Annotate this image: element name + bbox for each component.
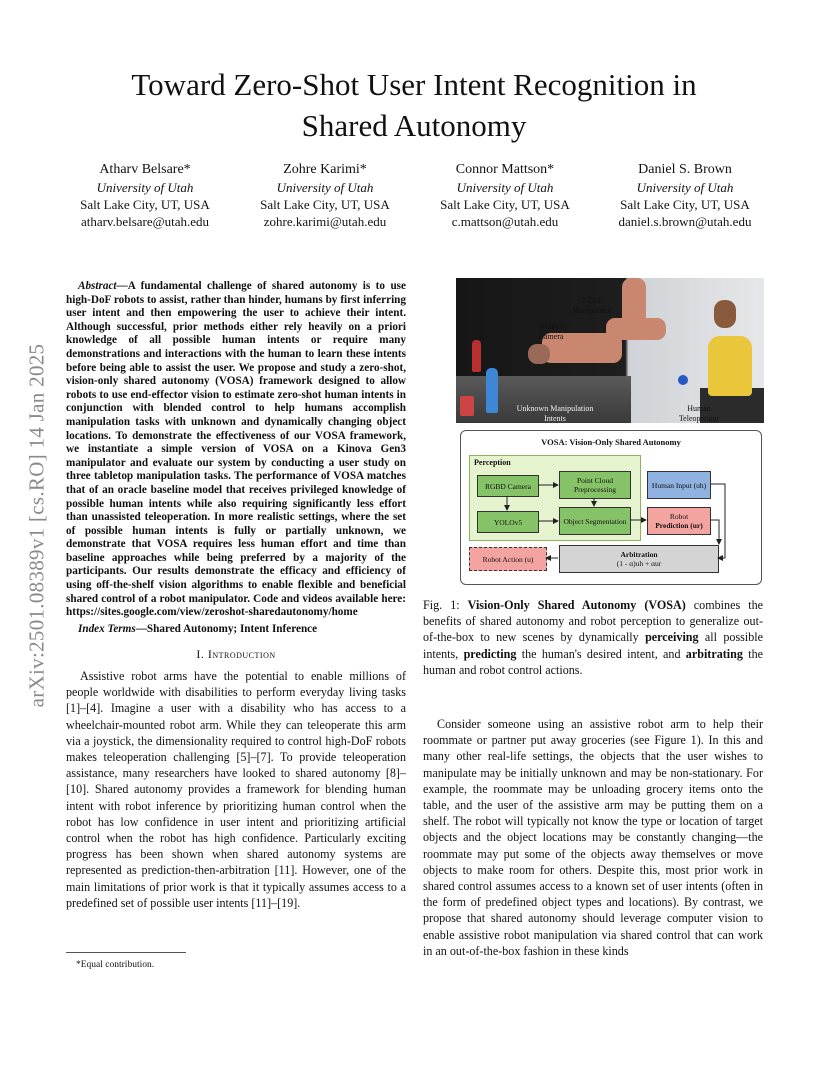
author-affiliation: University of Utah — [276, 180, 374, 195]
author-4 — [610, 160, 760, 230]
author-3 — [430, 160, 580, 230]
robot-gripper — [528, 344, 550, 364]
author-affiliation: University of Utah — [636, 180, 734, 195]
author-location: Salt Lake City, UT, USA — [620, 197, 750, 212]
diagram-title: VOSA: Vision-Only Shared Autonomy — [541, 437, 681, 447]
paper-title — [60, 64, 768, 146]
caption-text: all possible intents, — [423, 630, 763, 661]
figure-1 — [456, 278, 764, 588]
intro-paragraph-left: Assistive robot arms have the potential to enable millions of people worldwide with disabilities to perform everyday living tasks [1]–[4]. Imagine a user with a disability who has access to a wheelchair-mounted robot arm. While they can teleoperate this arm via a joystick, the dimensionality required to control high-DoF robots makes teleoperation challenging [5]–[7]. To provide teleoperation assistance, many researchers have looked to shared autonomy [8]–[10]. Shared autonomy provides a framework for blending human intent with robot inference by prioritizing human control when the robot has low confidence in user intent and prioritizing artificial control when the robot has high confidence. Particularly exciting progress has been shown when shared autonomy systems are represented as prediction-then-arbitration [11]. However, one of the main limitations of prior work is that it typically assumes access to a predefined set of possible user intents [11]–[19]. — [66, 669, 406, 910]
label-intents: Unknown Manipulation Intents — [516, 404, 594, 423]
author-name: Daniel S. Brown — [638, 162, 732, 177]
author-block — [70, 160, 760, 230]
water-bottle — [486, 368, 498, 413]
author-location: Salt Lake City, UT, USA — [260, 197, 390, 212]
label-manipulator: 7-DoF Manipulator — [572, 296, 612, 315]
index-terms-label: Index Terms — [78, 622, 136, 635]
author-name: Zohre Karimi* — [283, 162, 367, 177]
caption-text: combines the benefits of shared autonomy and robot perception to generalize out-of-the-box to new scenes by dynamically — [423, 598, 763, 645]
author-affiliation: University of Utah — [456, 180, 554, 195]
intro-paragraph-right: Consider someone using an assistive robot arm to help their roommate or partner put away groceries (see Figure 1). In this and many other real-life settings, the objects that the user wishes to manipulate may be initially unknown and may be non-stationary. For example, the roommate may be unloading grocery items onto the table, and the user of the assistive arm may be putting them on a shelf. The robot will typically not know the type or location of target objects and the object locations may be constantly changing—the roommate may put some of the objects away themselves or move objects to make room for others. Despite this, most prior work in shared control assumes access to a known set of user intents (often in the form of predefined object types and locations). By contrast, we propose that shared autonomy should leverage computer vision to enable assistive robot manipulation via shared control that can work in an out-of-the-box fashion in these kinds — [423, 717, 763, 958]
joystick — [678, 375, 688, 385]
author-email[interactable]: daniel.s.brown@utah.edu — [618, 214, 752, 229]
node-label: Human Input (uh) — [651, 480, 707, 490]
title-line-2: Shared Autonomy — [301, 108, 527, 143]
author-email[interactable]: zohre.karimi@utah.edu — [263, 214, 387, 229]
diagram-arrows — [461, 431, 761, 584]
abstract-label: Abstract — [78, 280, 117, 292]
caption-bold: predicting — [463, 646, 517, 661]
author-email[interactable]: atharv.belsare@utah.edu — [80, 214, 210, 229]
node-label: Robot Action (u) — [482, 554, 534, 564]
caption-bold: arbitrating — [685, 646, 743, 661]
node-label: RGBD Camera — [484, 481, 532, 491]
teleoperator-body — [708, 336, 752, 396]
caption-bold: Vision-Only Shared Autonomy (VOSA) — [467, 598, 686, 612]
right-column — [423, 716, 763, 959]
caption-text: the human and robot control actions. — [423, 646, 763, 677]
footnote: *Equal contribution. — [76, 960, 155, 970]
figure-caption — [423, 597, 763, 678]
arxiv-stamp — [22, 290, 52, 760]
index-terms-text: —Shared Autonomy; Intent Inference — [135, 622, 318, 635]
author-email[interactable]: c.mattson@utah.edu — [451, 214, 559, 229]
author-name: Connor Mattson* — [455, 162, 555, 177]
node-label-bold: Arbitration — [620, 550, 658, 559]
ketchup-bottle — [472, 340, 481, 372]
author-location: Salt Lake City, UT, USA — [80, 197, 210, 212]
label-teleoperator: Human Teleoperator — [678, 404, 720, 423]
caption-text: the human's desired intent, and — [516, 646, 686, 661]
abstract — [66, 280, 406, 620]
caption-prefix: Fig. 1: — [423, 598, 468, 612]
label-camera: RGBD Camera — [538, 322, 564, 341]
caption-bold: perceiving — [645, 630, 699, 645]
node-label: Point Cloud Preprocessing — [573, 476, 617, 494]
node-label: (1 - α)uh + αur — [616, 559, 662, 568]
node-label: YOLOv5 — [493, 517, 523, 527]
node-label: Robot — [669, 512, 689, 521]
section-heading: I. Introduction — [196, 647, 276, 662]
node-label: Object Segmentation — [563, 516, 627, 526]
author-1 — [70, 160, 220, 230]
author-name: Atharv Belsare* — [99, 162, 191, 177]
soup-can — [460, 396, 474, 416]
teleoperator-head — [714, 300, 736, 328]
robot-scene-photo — [456, 278, 764, 423]
perception-label: Perception — [474, 458, 511, 467]
left-column — [66, 280, 406, 911]
vosa-diagram — [460, 430, 762, 585]
arxiv-id: arXiv:2501.08389v1 [cs.RO] 14 Jan 2025 — [24, 343, 49, 707]
index-terms — [66, 623, 406, 637]
title-line-1: Toward Zero-Shot User Intent Recognition in — [131, 67, 697, 102]
author-location: Salt Lake City, UT, USA — [440, 197, 570, 212]
footnote-divider — [66, 952, 186, 953]
node-label-bold: Prediction (ur) — [655, 521, 703, 530]
author-2 — [250, 160, 400, 230]
author-affiliation: University of Utah — [96, 180, 194, 195]
abstract-text: —A fundamental challenge of shared autonomy is to use high-DoF robots to assist, rather than hinder, humans by first inferring user intent and then empowering the user to achieve their intent. Although successful, prior methods either rely heavily on a priori knowledge of all possible human intents or require many demonstrations and interactions with the human to learn these intents before being able to assist the user. We propose and study a zero-shot, vision-only shared autonomy (VOSA) framework designed to allow robots to use end-effector vision to estimate zero-shot human intents in conjunction with blended control to help humans accomplish manipulation tasks with unknown and dynamically changing object locations. To demonstrate the effectiveness of our VOSA framework, we instantiate a simple version of VOSA on a Kinova Gen3 manipulator and evaluate our system by conducting a user study on three tabletop manipulation tasks. The performance of VOSA matches that of an oracle baseline model that receives privileged knowledge of possible human intents while also requiring significantly less effort than unassisted teleoperation. In more realistic settings, where the set of possible human intents is fully or partially unknown, we demonstrate that VOSA requires less human effort and time than baseline approaches while being preferred by a majority of the participants. Our results demonstrate the efficacy and efficiency of using off-the-shelf vision algorithms to enable flexible and beneficial shared control of a robot manipulator. Code and videos available here: https://sites.google.com/view/zeroshot-sharedautonomy/home — [66, 280, 406, 619]
